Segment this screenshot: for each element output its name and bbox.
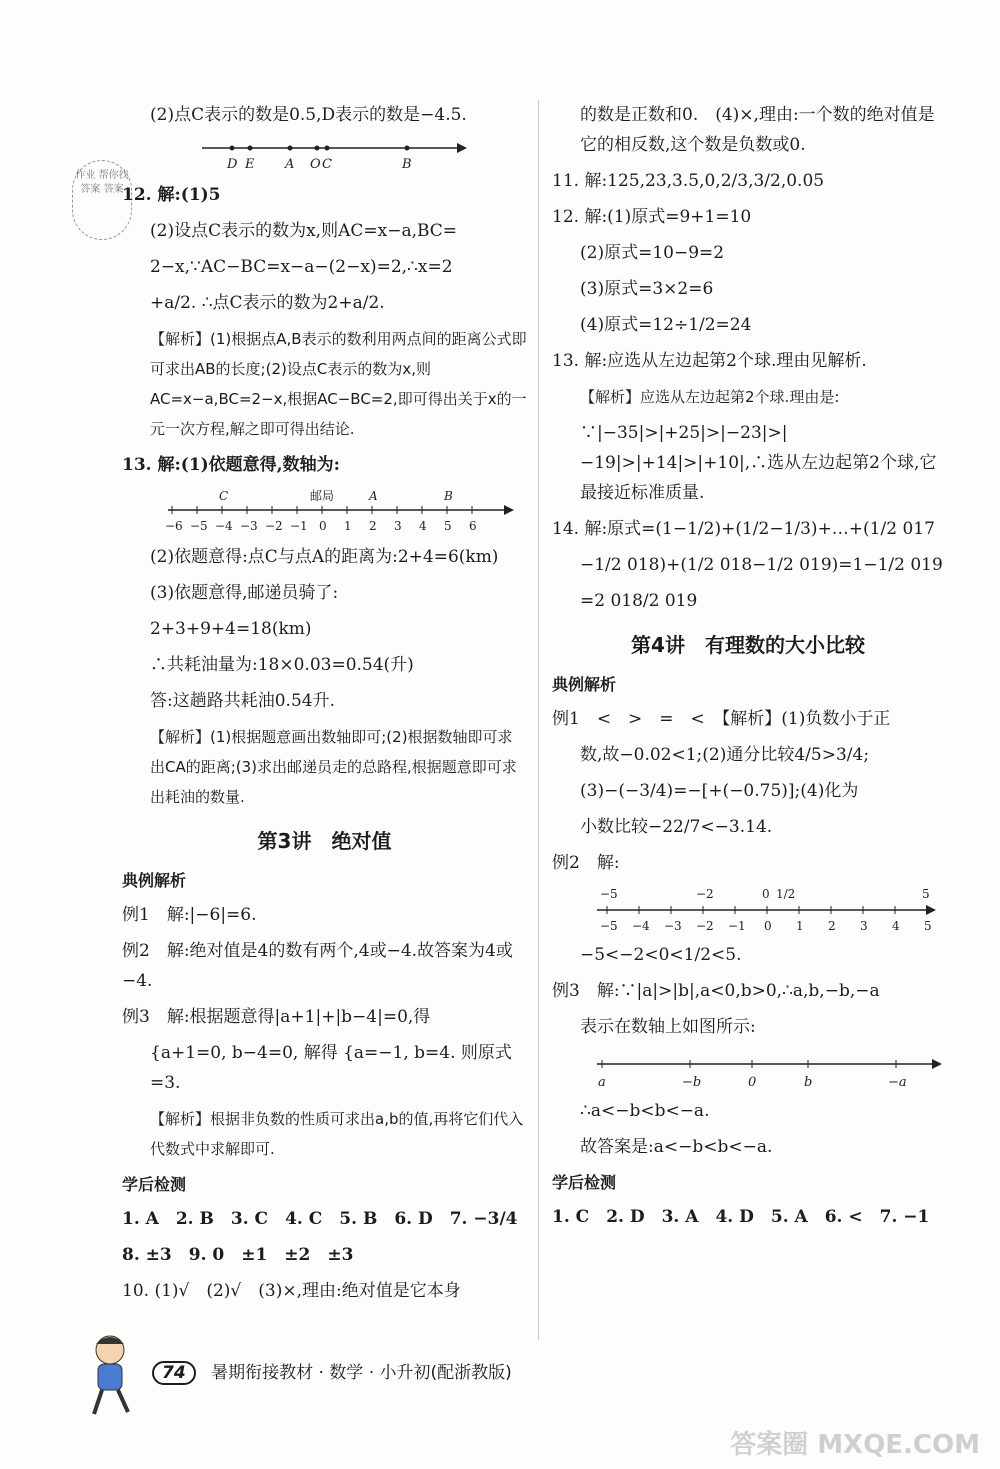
subsection-title: 典例解析 bbox=[552, 675, 617, 694]
text-line: (3)依题意得,邮递员骑了: bbox=[150, 583, 339, 603]
text-line: (2)设点C表示的数为x,则AC=x−a,BC= bbox=[150, 221, 458, 241]
text-line: (3)−(−3/4)=−[+(−0.75)];(4)化为 bbox=[580, 781, 859, 801]
cartoon-boy-icon bbox=[80, 1330, 140, 1420]
subsection-title: 学后检测 bbox=[122, 1175, 187, 1194]
tick-label: −2 bbox=[265, 519, 283, 533]
text-line: 答:这趟路共耗油0.54升. bbox=[150, 691, 335, 711]
text-line: (4)原式=12÷1/2=24 bbox=[580, 315, 752, 335]
book-title: 暑期衔接教材 · 数学 · 小升初(配浙教版) bbox=[211, 1363, 512, 1383]
text-line: 故答案是:a<−b<b<−a. bbox=[580, 1137, 773, 1157]
axis-label: 0 bbox=[762, 887, 770, 901]
tick-label: −5 bbox=[190, 519, 208, 533]
watermark: 答案圈 MXQE.COM bbox=[730, 1430, 980, 1460]
example-3: 例3 解:∵|a|>|b|,a<0,b>0,∴a,b,−b,−a bbox=[552, 981, 880, 1001]
text-line: +a/2. ∴点C表示的数为2+a/2. bbox=[150, 293, 385, 313]
text-line: 2+3+9+4=18(km) bbox=[150, 619, 312, 639]
question-12: 12. 解:(1)原式=9+1=10 bbox=[552, 207, 752, 227]
axis-label: 5 bbox=[922, 887, 930, 901]
point-D bbox=[230, 146, 235, 151]
axis-label: O bbox=[310, 157, 321, 172]
axis-label: D bbox=[227, 157, 238, 172]
tick-label: 3 bbox=[860, 919, 868, 933]
number-line-1 bbox=[122, 136, 412, 176]
logo-stamp: 作业 帮你找答案 答案 bbox=[72, 160, 132, 240]
tick-label: 1 bbox=[344, 519, 352, 533]
point-A bbox=[288, 146, 293, 151]
axis-label: B bbox=[444, 489, 453, 503]
answers: 10. (1)√ (2)√ (3)×,理由:绝对值是它本身 bbox=[122, 1281, 461, 1301]
example-2: 例2 解:绝对值是4的数有两个,4或−4.故答案为4或−4. bbox=[122, 941, 513, 991]
axis-label: −a bbox=[888, 1075, 907, 1090]
section-title: 第4讲 有理数的大小比较 bbox=[631, 633, 865, 657]
text-line: (2)依题意得:点C与点A的距离为:2+4=6(km) bbox=[150, 547, 499, 567]
tick-label: 1 bbox=[796, 919, 804, 933]
example-1: 例1 解:|−6|=6. bbox=[122, 905, 257, 925]
tick-label: −5 bbox=[600, 919, 618, 933]
axis-label: b bbox=[804, 1075, 813, 1090]
text-line: {a+1=0, b−4=0, 解得 {a=−1, b=4. 则原式=3. bbox=[150, 1043, 512, 1093]
text-line: 表示在数轴上如图所示: bbox=[580, 1017, 756, 1037]
analysis: 【解析】应选从左边起第2个球.理由是: bbox=[580, 388, 840, 406]
example-2: 例2 解: bbox=[552, 853, 620, 873]
axis-label: −2 bbox=[696, 887, 714, 901]
section-title: 第3讲 绝对值 bbox=[257, 829, 392, 853]
number-line-2 bbox=[122, 486, 477, 538]
text-line: 数,故−0.02<1;(2)通分比较4/5>3/4; bbox=[580, 745, 870, 765]
text-line: (2)点C表示的数是0.5,D表示的数是−4.5. bbox=[150, 105, 467, 125]
answers: 1. C 2. D 3. A 4. D 5. A 6. < 7. −1 bbox=[552, 1207, 930, 1227]
point-C bbox=[325, 146, 330, 151]
left-column bbox=[122, 100, 527, 1312]
point-O bbox=[315, 146, 320, 151]
text-line: −1/2 018)+(1/2 018−1/2 019)=1−1/2 019 bbox=[580, 555, 943, 575]
question-12: 12. 解:(1)5 bbox=[122, 185, 221, 205]
column-divider bbox=[538, 100, 539, 1340]
axis-label: 邮局 bbox=[310, 489, 335, 503]
analysis: 【解析】(1)根据题意画出数轴即可;(2)根据数轴即可求出CA的距离;(3)求出邮递员走的总路程,根据题意即可求出耗油的数量. bbox=[150, 728, 517, 806]
answers: 1. A 2. B 3. C 4. C 5. B 6. D 7. −3/4 bbox=[122, 1209, 518, 1229]
tick-label: −6 bbox=[165, 519, 183, 533]
axis-label: B bbox=[402, 157, 412, 172]
text-line: (2)原式=10−9=2 bbox=[580, 243, 725, 263]
tick-label: −3 bbox=[240, 519, 258, 533]
right-column bbox=[552, 100, 944, 1238]
question-14: 14. 解:原式=(1−1/2)+(1/2−1/3)+…+(1/2 017 bbox=[552, 519, 935, 539]
subsection-title: 学后检测 bbox=[552, 1173, 617, 1192]
axis-label: A bbox=[369, 489, 378, 503]
axis-label: A bbox=[285, 157, 295, 172]
text-line: 小数比较−22/7<−3.14. bbox=[580, 817, 773, 837]
text-line: ∴a<−b<b<−a. bbox=[580, 1101, 710, 1121]
axis-label: 0 bbox=[748, 1075, 757, 1090]
tick-label: 3 bbox=[394, 519, 402, 533]
tick-label: −3 bbox=[664, 919, 682, 933]
tick-label: 2 bbox=[828, 919, 836, 933]
text-line: −5<−2<0<1/2<5. bbox=[580, 945, 742, 965]
text-line: 的数是正数和0. (4)×,理由:一个数的绝对值是它的相反数,这个数是负数或0. bbox=[580, 105, 935, 155]
point-B bbox=[405, 146, 410, 151]
subsection-title: 典例解析 bbox=[122, 871, 187, 890]
analysis: 【解析】(1)根据点A,B表示的数利用两点间的距离公式即可求出AB的长度;(2)设点C表示的数为x,则AC=x−a,BC=2−x,根据AC−BC=2,即可得出关于x的一元一次方程,解之即可得出结论. bbox=[150, 330, 527, 438]
tick-label: −2 bbox=[696, 919, 714, 933]
tick-label: −1 bbox=[728, 919, 746, 933]
number-line-3 bbox=[552, 884, 932, 936]
axis-label: −5 bbox=[600, 887, 618, 901]
axis-label: −b bbox=[682, 1075, 702, 1090]
axis-label: E bbox=[245, 157, 255, 172]
axis-label: C bbox=[322, 157, 332, 172]
answers: 8. ±3 9. 0 ±1 ±2 ±3 bbox=[122, 1245, 354, 1265]
point-E bbox=[248, 146, 253, 151]
tick-label: −4 bbox=[632, 919, 650, 933]
text-line: (3)原式=3×2=6 bbox=[580, 279, 714, 299]
question-13: 13. 解:应选从左边起第2个球.理由见解析. bbox=[552, 351, 867, 371]
text-line: ∵|−35|>|+25|>|−23|>|−19|>|+14|>|+10|,∴选从左边起第2个球,它最接近标准质量. bbox=[580, 423, 937, 503]
text-line: ∴共耗油量为:18×0.03=0.54(升) bbox=[150, 655, 414, 675]
page-footer bbox=[152, 1358, 512, 1385]
axis-label: C bbox=[219, 489, 229, 503]
example-3: 例3 解:根据题意得|a+1|+|b−4|=0,得 bbox=[122, 1007, 431, 1027]
tick-label: 4 bbox=[892, 919, 900, 933]
tick-label: 5 bbox=[444, 519, 452, 533]
example-1: 例1 < > = < 【解析】(1)负数小于正 bbox=[552, 709, 891, 729]
tick-label: 0 bbox=[319, 519, 327, 533]
axis-label: a bbox=[598, 1075, 606, 1090]
tick-label: 0 bbox=[764, 919, 772, 933]
page-number: 74 bbox=[152, 1361, 196, 1385]
text-line: =2 018/2 019 bbox=[580, 591, 698, 611]
text-line: 2−x,∵AC−BC=x−a−(2−x)=2,∴x=2 bbox=[150, 257, 453, 277]
tick-label: −4 bbox=[215, 519, 233, 533]
axis-label: 1/2 bbox=[776, 887, 796, 901]
tick-label: 6 bbox=[469, 519, 477, 533]
question-13: 13. 解:(1)依题意得,数轴为: bbox=[122, 455, 340, 475]
question-11: 11. 解:125,23,3.5,0,2/3,3/2,0.05 bbox=[552, 171, 825, 191]
number-line-4 bbox=[552, 1048, 932, 1092]
tick-label: −1 bbox=[290, 519, 308, 533]
analysis: 【解析】根据非负数的性质可求出a,b的值,再将它们代入代数式中求解即可. bbox=[150, 1110, 524, 1158]
tick-label: 4 bbox=[419, 519, 427, 533]
tick-label: 2 bbox=[369, 519, 377, 533]
tick-label: 5 bbox=[924, 919, 932, 933]
